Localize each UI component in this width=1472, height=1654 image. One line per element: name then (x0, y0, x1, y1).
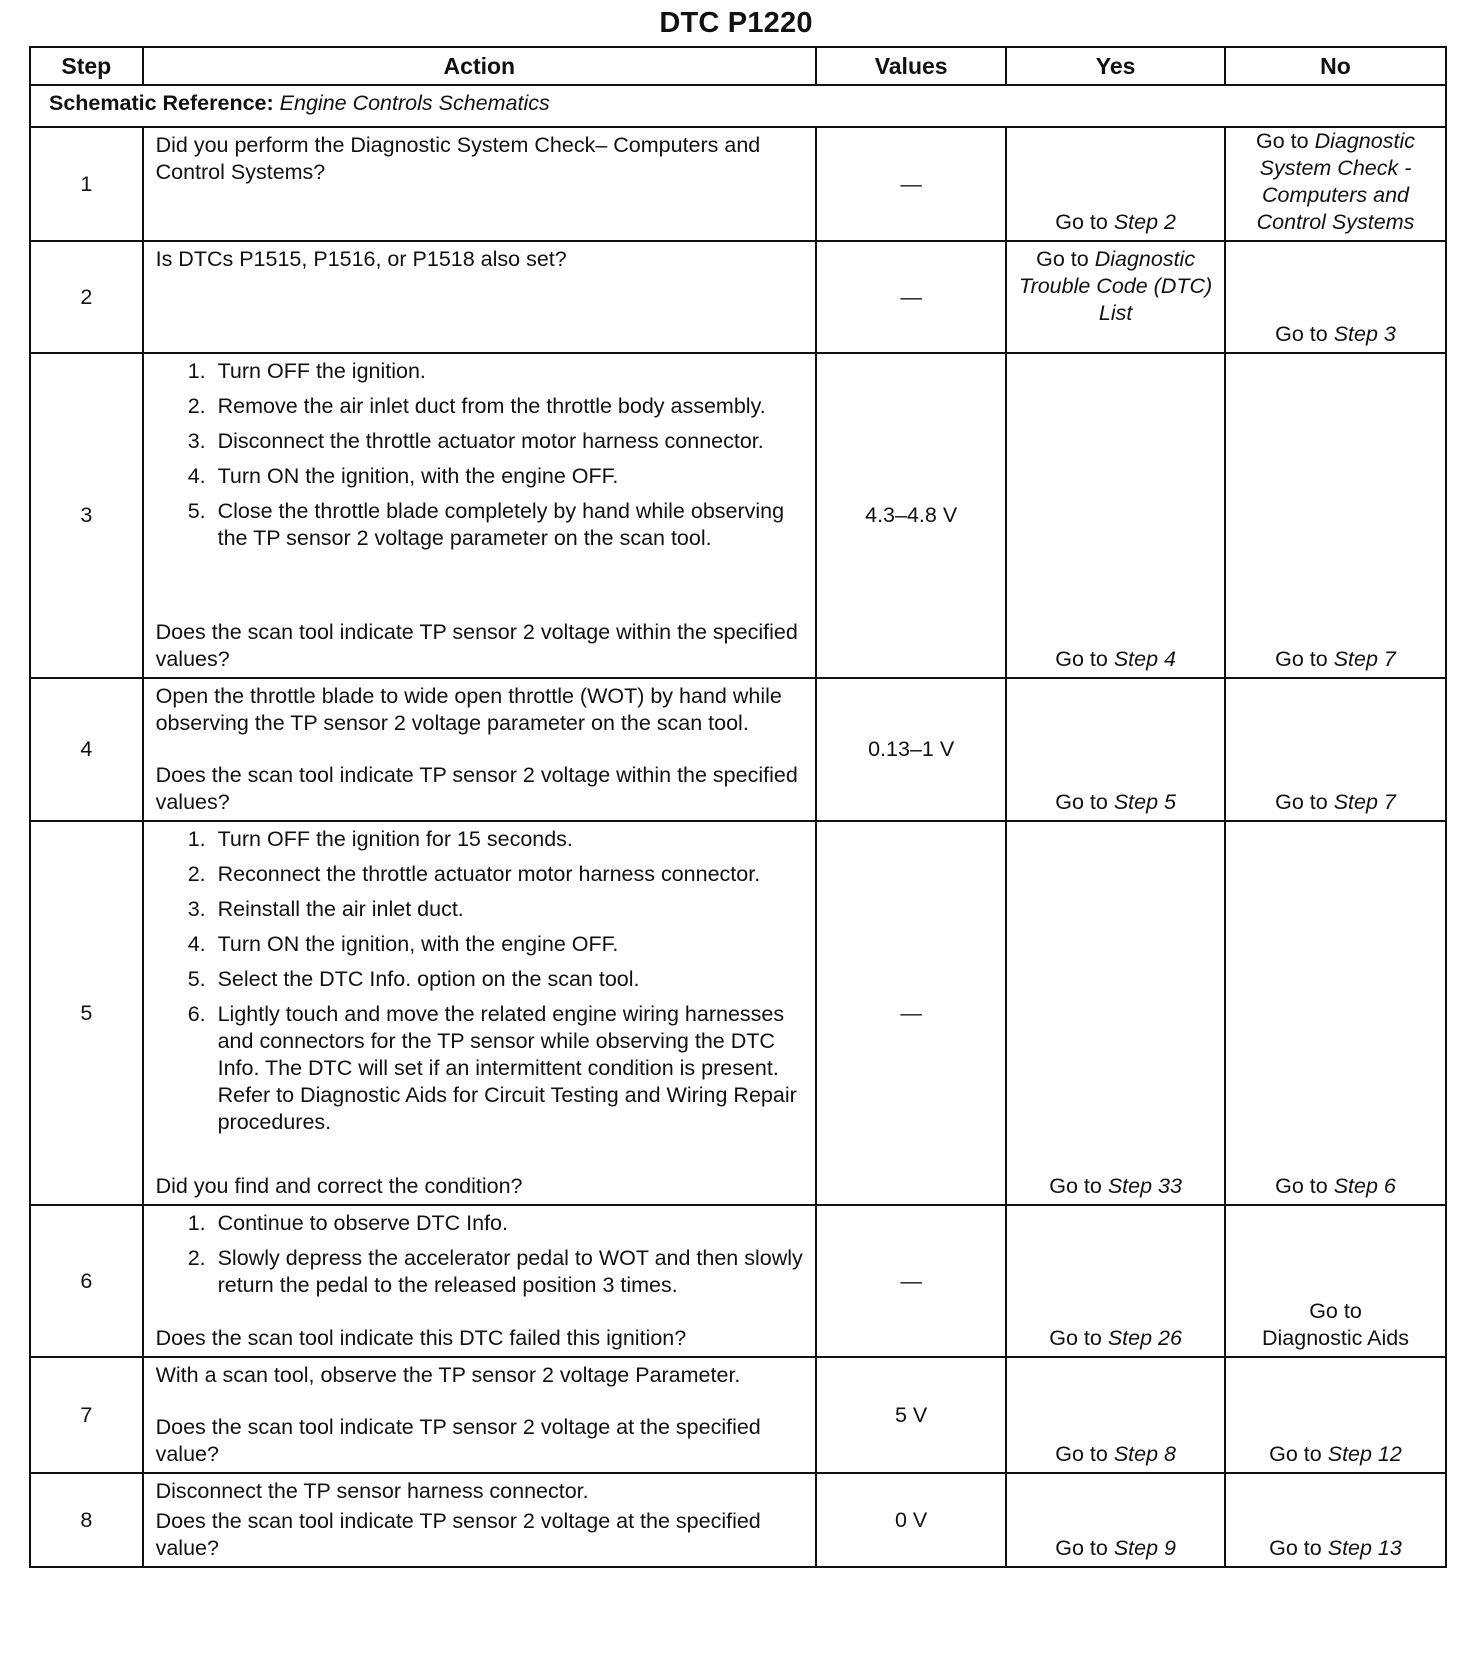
yes-cell (1006, 1473, 1225, 1567)
value-cell: 5 V (816, 1357, 1006, 1473)
step-number: 6 (30, 1205, 143, 1357)
document-title: DTC P1220 (659, 7, 813, 39)
value-cell: — (816, 1205, 1006, 1357)
no-link[interactable]: Step 7 (1333, 790, 1396, 814)
yes-prefix: Go to (1055, 647, 1108, 671)
action-text: Is DTCs P1515, P1516, or P1518 also set? (155, 247, 567, 271)
yes-prefix: Go to (1055, 790, 1108, 814)
step-number: 5 (30, 821, 143, 1205)
no-cell (1225, 241, 1446, 353)
no-cell (1225, 1357, 1446, 1473)
no-link[interactable]: Diagnostic Aids (1262, 1326, 1409, 1350)
no-prefix: Go to (1309, 1299, 1362, 1323)
value-cell: — (816, 241, 1006, 353)
no-cell (1225, 1473, 1446, 1567)
yes-cell (1006, 353, 1225, 678)
action-cell (143, 127, 816, 241)
value-cell: 0 V (816, 1473, 1006, 1567)
table-row (30, 678, 1446, 821)
action-steps-list (156, 826, 803, 1136)
action-question: Does the scan tool indicate this DTC failed this ignition? (155, 1326, 687, 1350)
diagnostic-table (29, 46, 1447, 1568)
step-number: 7 (30, 1357, 143, 1473)
header-step: Step (30, 47, 143, 85)
step-number: 4 (30, 678, 143, 821)
table-row (30, 1205, 1446, 1357)
action-cell (143, 353, 816, 678)
action-text: Disconnect the TP sensor harness connector. (155, 1479, 589, 1503)
header-row (30, 47, 1446, 85)
action-question: Does the scan tool indicate TP sensor 2 voltage at the specified value? (155, 1509, 761, 1560)
table-row (30, 1473, 1446, 1567)
action-question: Does the scan tool indicate TP sensor 2 voltage within the specified values? (155, 763, 798, 814)
table-row (30, 821, 1446, 1205)
no-link[interactable]: Step 12 (1327, 1442, 1402, 1466)
no-link[interactable]: Step 7 (1333, 647, 1396, 671)
schematic-reference-label: Schematic Reference: (49, 91, 274, 115)
yes-link[interactable]: Step 26 (1107, 1326, 1182, 1350)
yes-link[interactable]: Step 8 (1113, 1442, 1176, 1466)
yes-prefix: Go to (1049, 1326, 1102, 1350)
action-cell (143, 1357, 816, 1473)
action-cell (143, 1205, 816, 1357)
no-prefix: Go to (1275, 647, 1328, 671)
list-item: 1. Turn OFF the ignition for 15 seconds. (212, 826, 803, 853)
schematic-reference-row (30, 85, 1446, 127)
list-item: 3. Reinstall the air inlet duct. (212, 896, 803, 923)
action-text: Did you perform the Diagnostic System Check– Computers and Control Systems? (155, 133, 761, 184)
yes-prefix: Go to (1036, 247, 1089, 271)
schematic-reference (30, 85, 1446, 127)
yes-prefix: Go to (1055, 1536, 1108, 1560)
action-cell (143, 821, 816, 1205)
header-action: Action (143, 47, 816, 85)
yes-link[interactable]: Step 9 (1113, 1536, 1176, 1560)
no-prefix: Go to (1269, 1442, 1322, 1466)
action-question: Did you find and correct the condition? (155, 1174, 523, 1198)
yes-cell (1006, 241, 1225, 353)
step-number: 3 (30, 353, 143, 678)
table-row (30, 353, 1446, 678)
no-cell (1225, 1205, 1446, 1357)
no-prefix: Go to (1256, 129, 1309, 153)
header-yes: Yes (1006, 47, 1225, 85)
value-cell: 0.13–1 V (816, 678, 1006, 821)
action-cell (143, 241, 816, 353)
header-values: Values (816, 47, 1006, 85)
no-link[interactable]: Step 13 (1327, 1536, 1402, 1560)
action-steps-list (156, 358, 803, 552)
yes-link[interactable]: Diagnostic Trouble Code (DTC) List (1019, 247, 1213, 325)
yes-cell (1006, 1205, 1225, 1357)
value-cell: — (816, 127, 1006, 241)
no-cell (1225, 821, 1446, 1205)
yes-prefix: Go to (1055, 210, 1108, 234)
yes-cell (1006, 127, 1225, 241)
list-item: 2. Remove the air inlet duct from the throttle body assembly. (212, 393, 803, 420)
header-no: No (1225, 47, 1446, 85)
yes-prefix: Go to (1055, 1442, 1108, 1466)
yes-link[interactable]: Step 4 (1113, 647, 1176, 671)
yes-prefix: Go to (1049, 1174, 1102, 1198)
list-item: 2. Reconnect the throttle actuator motor harness connector. (212, 861, 803, 888)
list-item: 5. Close the throttle blade completely by hand while observing the TP sensor 2 voltage parameter on the scan tool. (212, 498, 803, 552)
table-row (30, 127, 1446, 241)
no-prefix: Go to (1275, 322, 1328, 346)
yes-link[interactable]: Step 2 (1113, 210, 1176, 234)
list-item: 4. Turn ON the ignition, with the engine OFF. (212, 931, 803, 958)
no-cell (1225, 353, 1446, 678)
no-link[interactable]: Step 3 (1333, 322, 1396, 346)
no-link[interactable]: Step 6 (1333, 1174, 1396, 1198)
list-item: 4. Turn ON the ignition, with the engine OFF. (212, 463, 803, 490)
action-question: Does the scan tool indicate TP sensor 2 voltage at the specified value? (155, 1415, 761, 1466)
action-cell (143, 1473, 816, 1567)
no-prefix: Go to (1275, 790, 1328, 814)
yes-cell (1006, 1357, 1225, 1473)
table-row (30, 241, 1446, 353)
yes-cell (1006, 678, 1225, 821)
list-item: 1. Continue to observe DTC Info. (212, 1210, 803, 1237)
list-item: 3. Disconnect the throttle actuator motor harness connector. (212, 428, 803, 455)
list-item: 1. Turn OFF the ignition. (212, 358, 803, 385)
no-prefix: Go to (1269, 1536, 1322, 1560)
value-cell: — (816, 821, 1006, 1205)
action-question: Does the scan tool indicate TP sensor 2 voltage within the specified values? (155, 620, 798, 671)
action-text: With a scan tool, observe the TP sensor 2 voltage Parameter. (155, 1363, 741, 1387)
table-row (30, 1357, 1446, 1473)
yes-link[interactable]: Step 33 (1107, 1174, 1182, 1198)
no-prefix: Go to (1275, 1174, 1328, 1198)
no-cell (1225, 678, 1446, 821)
step-number: 1 (30, 127, 143, 241)
action-steps-list (156, 1210, 803, 1299)
yes-link[interactable]: Step 5 (1113, 790, 1176, 814)
no-cell (1225, 127, 1446, 241)
schematic-reference-link[interactable]: Engine Controls Schematics (279, 91, 550, 115)
yes-cell (1006, 821, 1225, 1205)
no-link[interactable]: Diagnostic System Check - Computers and Control Systems (1256, 129, 1415, 234)
list-item: 6. Lightly touch and move the related engine wiring harnesses and connectors for the TP sensor while observing the DTC Info. The DTC will set if an intermittent condition is present. Refer to Diagnostic Aids for Circuit Testing and Wiring Repair procedures. (212, 1001, 803, 1136)
step-number: 8 (30, 1473, 143, 1567)
action-text: Open the throttle blade to wide open throttle (WOT) by hand while observing the TP sensor 2 voltage parameter on the scan tool. (155, 684, 782, 735)
value-cell: 4.3–4.8 V (816, 353, 1006, 678)
action-cell (143, 678, 816, 821)
list-item: 5. Select the DTC Info. option on the scan tool. (212, 966, 803, 993)
list-item: 2. Slowly depress the accelerator pedal to WOT and then slowly return the pedal to the released position 3 times. (212, 1245, 803, 1299)
step-number: 2 (30, 241, 143, 353)
